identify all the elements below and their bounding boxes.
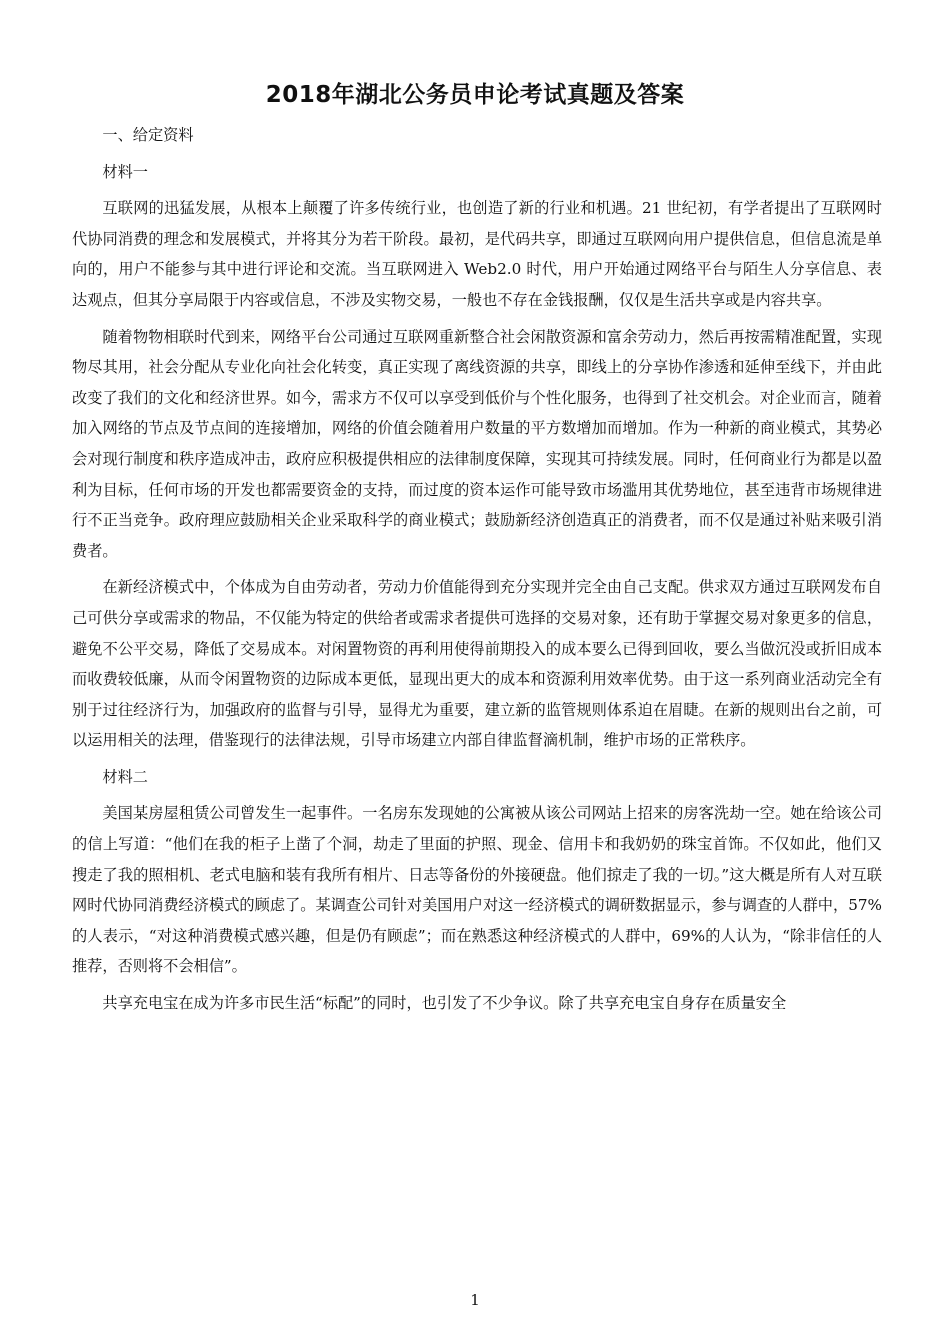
material-1-heading: 材料一	[102, 162, 148, 181]
paragraph: 互联网的迅猛发展，从根本上颠覆了许多传统行业，也创造了新的行业和机遇。21 世纪初，有学者提出了互联网时代协同消费的理念和发展模式，并将其分为若干阶段。最初，是代码共享，即通过互联网向用户提供信息，但信息流是单向的，用户不能参与其中进行评论和交流。当互联网进入 Web2.0 时代，用户开始通过网络平台与陌生人分享信息、表达观点，但其分享局限于内容或信息，不涉及实物交易，一般也不存在金钱报酬，仅仅是生活共享或是内容共享。	[72, 199, 882, 309]
paragraph: 共享充电宝在成为许多市民生活“标配”的同时，也引发了不少争议。除了共享充电宝自身存在质量安全	[102, 994, 787, 1013]
paragraph: 美国某房屋租赁公司曾发生一起事件。一名房东发现她的公寓被从该公司网站上招来的房客洗劫一空。她在给该公司的信上写道：“他们在我的柜子上凿了个洞，劫走了里面的护照、现金、信用卡和我奶奶的珠宝首饰。不仅如此，他们又搜走了我的照相机、老式电脑和装有我所有相片、日志等备份的外接硬盘。他们掠走了我的一切。”这大概是所有人对互联网时代协同消费经济模式的顾虑了。某调查公司针对美国用户对这一经济模式的调研数据显示，参与调查的人群中，57%的人表示，“对这种消费模式感兴趣，但是仍有顾虑”；而在熟悉这种经济模式的人群中，69%的人认为，“除非信任的人推荐，否则将不会相信”。	[72, 804, 882, 976]
document-body	[72, 120, 882, 1025]
section-heading: 一、给定资料	[102, 126, 194, 144]
material-2-heading: 材料二	[102, 767, 148, 786]
paragraph: 在新经济模式中，个体成为自由劳动者，劳动力价值能得到充分实现并完全由自己支配。供求双方通过互联网发布自己可供分享或需求的物品，不仅能为特定的供给者或需求者提供可选择的交易对象，还有助于掌握交易对象更多的信息，避免不公平交易，降低了交易成本。对闲置物资的再利用使得前期投入的成本要么已得到回收，要么当做沉没或折旧成本而收费较低廉，从而令闲置物资的边际成本更低，显现出更大的成本和资源利用效率优势。由于这一系列商业活动完全有别于过往经济行为，加强政府的监督与引导，显得尤为重要，建立新的监管规则体系迫在眉睫。在新的规则出台之前，可以运用相关的法理，借鉴现行的法律法规，引导市场建立内部自律监督滴机制，维护市场的正常秩序。	[72, 578, 882, 750]
page-number: 1	[470, 1291, 480, 1309]
paragraph: 随着物物相联时代到来，网络平台公司通过互联网重新整合社会闲散资源和富余劳动力，然后再按需精准配置，实现物尽其用，社会分配从专业化向社会化转变，真正实现了离线资源的共享，即线上的分享协作渗透和延伸至线下，并由此改变了我们的文化和经济世界。如今，需求方不仅可以享受到低价与个性化服务，也得到了社交机会。对企业而言，随着加入网络的节点及节点间的连接增加，网络的价值会随着用户数量的平方数增加而增加。作为一种新的商业模式，其势必会对现行制度和秩序造成冲击，政府应积极提供相应的法律制度保障，实现其可持续发展。同时，任何商业行为都是以盈利为目标，任何市场的开发也都需要资金的支持，而过度的资本运作可能导致市场滥用其优势地位，甚至违背市场规律进行不正当竞争。政府理应鼓励相关企业采取科学的商业模式；鼓励新经济创造真正的消费者，而不仅是通过补贴来吸引消费者。	[72, 327, 882, 560]
document-title: 2018年湖北公务员申论考试真题及答案	[265, 82, 685, 108]
